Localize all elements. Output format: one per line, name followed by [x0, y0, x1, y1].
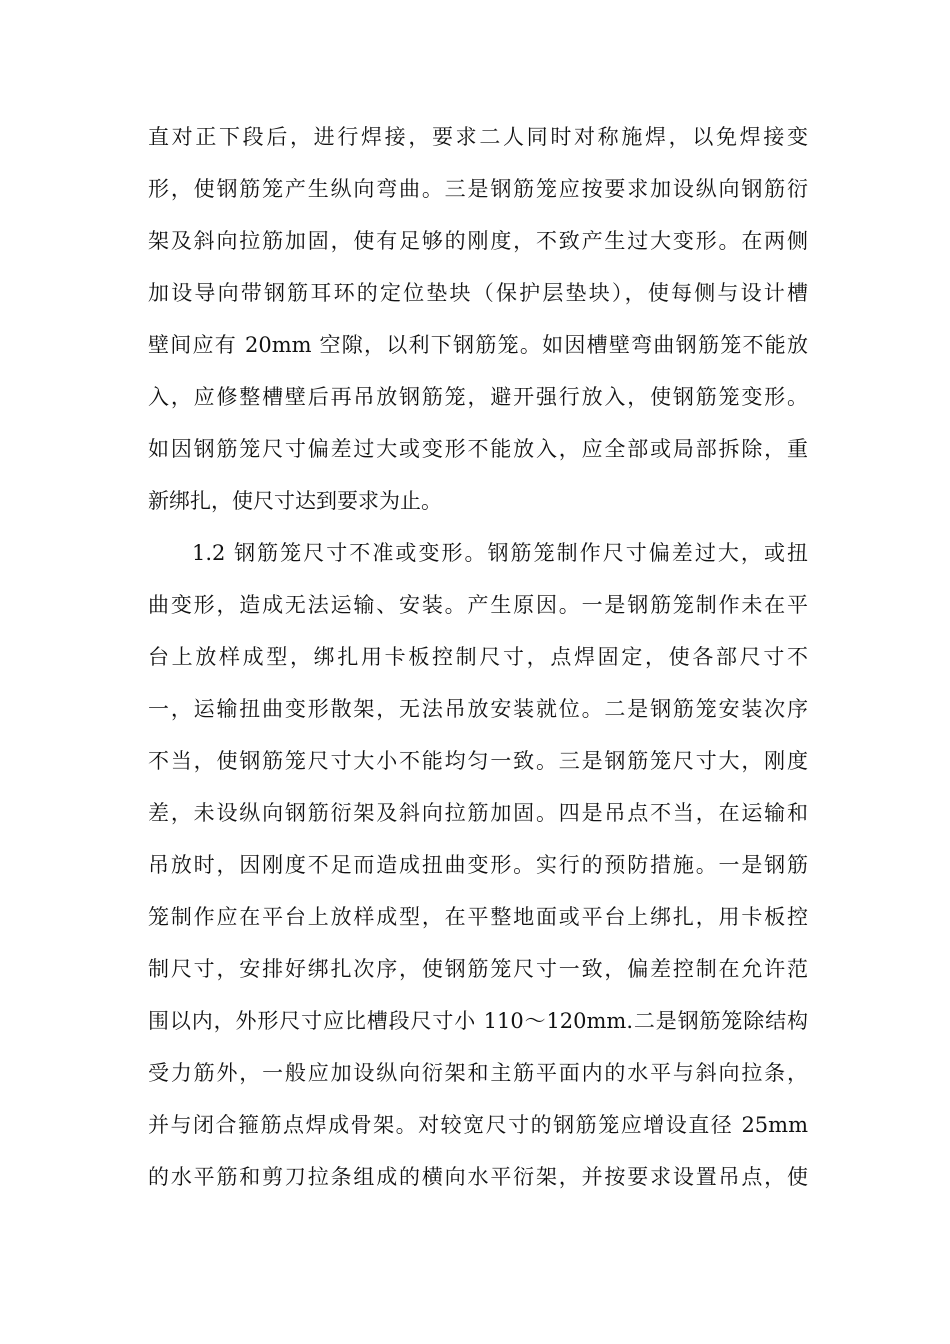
text-line: 差，未设纵向钢筋衍架及斜向拉筋加固。四是吊点不当，在运输和	[148, 801, 808, 825]
text-line: 直对正下段后，进行焊接，要求二人同时对称施焊，以免焊接变	[148, 125, 808, 149]
text-line: 受力筋外，一般应加设纵向衍架和主筋平面内的水平与斜向拉条，	[148, 1061, 808, 1085]
text-line: 壁间应有 20mm 空隙，以利下钢筋笼。如因槽壁弯曲钢筋笼不能放	[148, 333, 808, 357]
text-line: 吊放时，因刚度不足而造成扭曲变形。实行的预防措施。一是钢筋	[148, 853, 808, 877]
text-line: 不当，使钢筋笼尺寸大小不能均匀一致。三是钢筋笼尺寸大，刚度	[148, 749, 808, 773]
text-line: 架及斜向拉筋加固，使有足够的刚度，不致产生过大变形。在两侧	[148, 229, 808, 253]
text-line: 曲变形，造成无法运输、安装。产生原因。一是钢筋笼制作未在平	[148, 593, 808, 617]
text-line: 入，应修整槽壁后再吊放钢筋笼，避开强行放入，使钢筋笼变形。	[148, 385, 808, 409]
text-line: 笼制作应在平台上放样成型，在平整地面或平台上绑扎，用卡板控	[148, 905, 808, 929]
text-line: 形，使钢筋笼产生纵向弯曲。三是钢筋笼应按要求加设纵向钢筋衍	[148, 177, 808, 201]
text-line: 加设导向带钢筋耳环的定位垫块（保护层垫块），使每侧与设计槽	[148, 281, 808, 305]
text-line: 如因钢筋笼尺寸偏差过大或变形不能放入，应全部或局部拆除，重	[148, 437, 808, 461]
text-line: 的水平筋和剪刀拉条组成的横向水平衍架，并按要求设置吊点，使	[148, 1165, 808, 1189]
text-line: 1.2 钢筋笼尺寸不准或变形。钢筋笼制作尺寸偏差过大，或扭	[192, 541, 808, 565]
text-line: 一，运输扭曲变形散架，无法吊放安装就位。二是钢筋笼安装次序	[148, 697, 808, 721]
text-line: 制尺寸，安排好绑扎次序，使钢筋笼尺寸一致，偏差控制在允许范	[148, 957, 808, 981]
text-line: 围以内，外形尺寸应比槽段尺寸小 110～120mm.二是钢筋笼除结构	[148, 1009, 808, 1033]
text-line: 台上放样成型，绑扎用卡板控制尺寸，点焊固定，使各部尺寸不	[148, 645, 808, 669]
text-line: 新绑扎，使尺寸达到要求为止。	[148, 489, 442, 513]
text-line: 并与闭合箍筋点焊成骨架。对较宽尺寸的钢筋笼应增设直径 25mm	[148, 1113, 808, 1137]
